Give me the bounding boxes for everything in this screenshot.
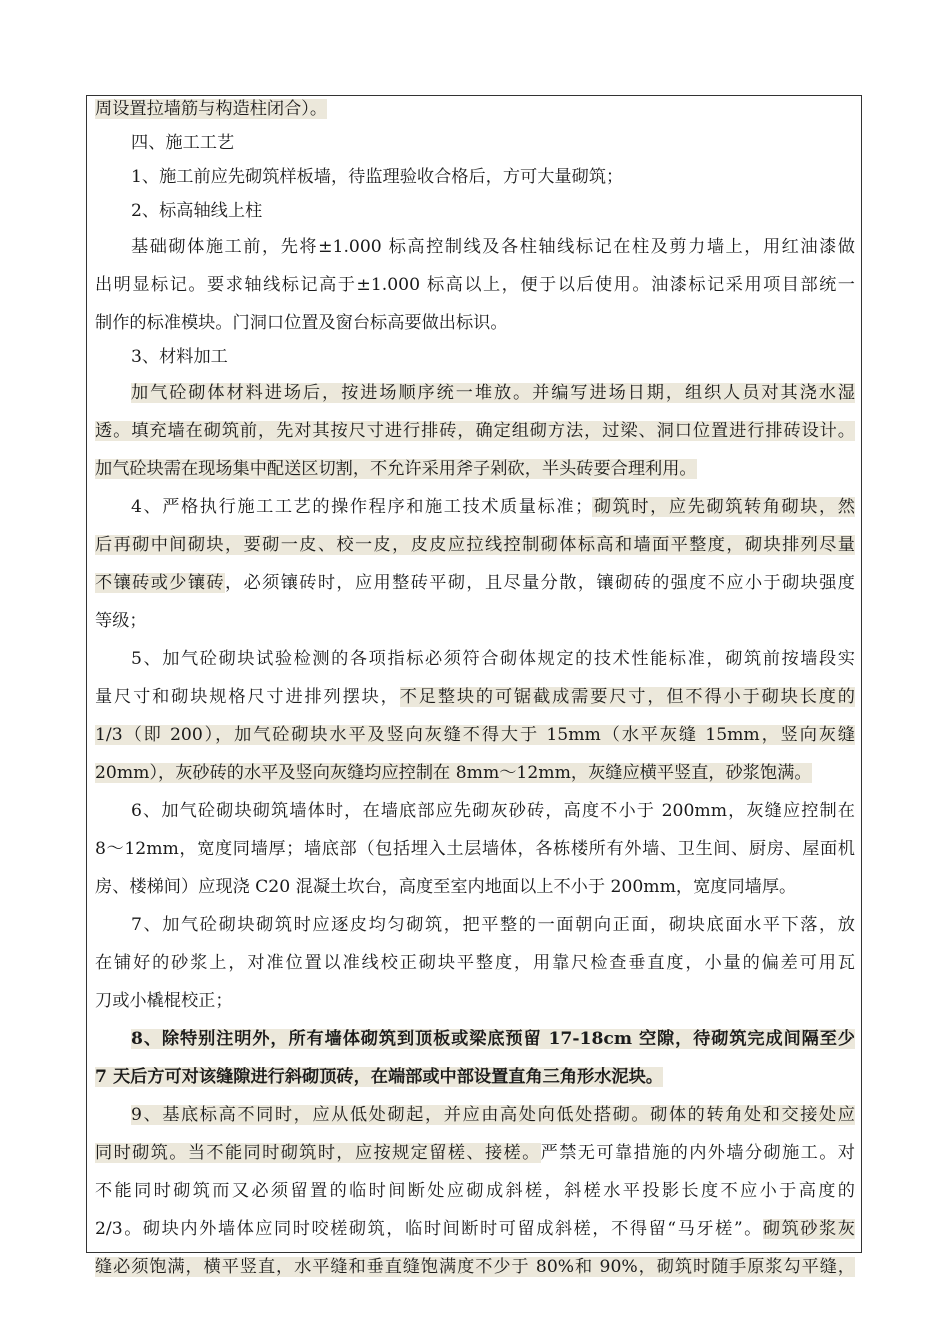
text-segment: 严禁无可靠措施的内外墙分砌施工。对: [540, 1143, 855, 1163]
highlighted-text: 透。填充墙在砌筑前，先对其按尺寸进行排砖，确定组砌方法，过梁、洞口位置进行排砖设计。: [95, 421, 855, 441]
text-line: [95, 1211, 855, 1247]
text-line: [95, 451, 855, 487]
highlighted-text: 缝必须饱满，横平竖直，水平缝和垂直缝饱满度不少于 80%和 90%，砌筑时随手原浆勾平缝，: [95, 1257, 855, 1277]
text-line: [131, 489, 855, 525]
highlighted-text: 不镶砖或少镶砖: [95, 573, 225, 593]
text-segment: 5、加气砼砌块试验检测的各项指标必须符合砌体规定的技术性能标准，砌筑前按墙段实: [131, 649, 855, 669]
text-line: [131, 793, 855, 829]
text-line: [95, 413, 855, 449]
highlighted-text: 不足整块的可锯截成需要尺寸，但不得小于砌块长度的: [399, 687, 855, 707]
text-line: [131, 1097, 855, 1133]
text-line: [95, 717, 855, 753]
text-segment: 制作的标准模块。门洞口位置及窗台标高要做出标识。: [95, 313, 508, 333]
text-line: [131, 125, 855, 161]
text-segment: ，必须镶砖时，应用整砖平砌，且尽量分散，镶砌砖的强度不应小于砌块强度: [225, 573, 855, 593]
highlighted-text: 同时砌筑。当不能同时砌筑时，应按规定留槎、接槎。: [95, 1143, 541, 1163]
highlighted-text: 1/3（即 200），加气砼砌块水平及竖向灰缝不得大于 15mm（水平灰缝 15mm，竖向灰缝: [95, 725, 855, 745]
text-line: [95, 1135, 855, 1171]
text-line: [95, 603, 855, 639]
highlighted-text: 后再砌中间砌块，要砌一皮、校一皮，皮皮应拉线控制砌体标高和墙面平整度，砌块排列尽量: [95, 535, 855, 555]
text-line: [131, 193, 855, 229]
text-line: [95, 305, 855, 341]
text-segment: 出明显标记。要求轴线标记高于±1.000 标高以上，便于以后使用。油漆标记采用项目部统一: [95, 275, 855, 295]
text-segment: 8～12mm，宽度同墙厚；墙底部（包括埋入土层墙体，各栋楼所有外墙、卫生间、厨房、屋面机: [95, 839, 855, 859]
text-segment: 在铺好的砂浆上，对准位置以准线校正砌块平整度，用靠尺检查垂直度，小量的偏差可用瓦: [95, 953, 855, 973]
highlighted-text: 7 天后方可对该缝隙进行斜砌顶砖，在端部或中部设置直角三角形水泥块。: [95, 1067, 663, 1087]
text-line: [95, 527, 855, 563]
text-segment: 房、楼梯间）应现浇 C20 混凝土坎台，高度至室内地面以上不小于 200mm，宽度同墙厚。: [95, 877, 797, 897]
text-segment: 7、加气砼砌块砌筑时应逐皮均匀砌筑，把平整的一面朝向正面，砌块底面水平下落，放: [131, 915, 855, 935]
highlighted-text: 20mm），灰砂砖的水平及竖向灰缝均应控制在 8mm～12mm，灰缝应横平竖直，砂浆饱满。: [95, 763, 812, 783]
text-segment: 2/3。砌块内外墙体应同时咬槎砌筑，临时间断时可留成斜槎，不得留“马牙槎”。: [95, 1219, 763, 1239]
text-line: [95, 565, 855, 601]
text-segment: 1、施工前应先砌筑样板墙，待监理验收合格后，方可大量砌筑；: [131, 167, 624, 187]
text-segment: 2、标高轴线上柱: [131, 201, 263, 221]
highlighted-text: 加气砼块需在现场集中配送区切割，不允许采用斧子剁砍，半头砖要合理利用。: [95, 459, 697, 479]
text-segment: 4、严格执行施工工艺的操作程序和施工技术质量标准；: [131, 497, 593, 517]
text-segment: 基础砌体施工前，先将±1.000 标高控制线及各柱轴线标记在柱及剪力墙上，用红油漆做: [131, 237, 855, 257]
text-line: [95, 831, 855, 867]
text-line: [131, 375, 855, 411]
text-line: [131, 907, 855, 943]
text-segment: 量尺寸和砌块规格尺寸进排列摆块，: [95, 687, 400, 707]
text-line: [95, 267, 855, 303]
highlighted-text: 加气砼砌体材料进场后，按进场顺序统一堆放。并编写进场日期，组织人员对其浇水湿: [131, 383, 855, 403]
text-line: [95, 945, 855, 981]
text-line: [95, 679, 855, 715]
text-line: [131, 159, 855, 195]
text-segment: 四、施工工艺: [131, 133, 235, 153]
text-segment: 等级；: [95, 611, 147, 631]
text-segment: 不能同时砌筑而又必须留置的临时间断处应砌成斜槎，斜槎水平投影长度不应小于高度的: [95, 1181, 855, 1201]
text-line: [95, 983, 855, 1019]
text-line: [95, 91, 855, 127]
text-segment: 3、材料加工: [131, 347, 228, 367]
text-segment: 刀或小橇棍校正；: [95, 991, 233, 1011]
text-line: [95, 755, 855, 791]
text-line: [95, 1249, 855, 1285]
highlighted-text: 周设置拉墙筋与构造柱闭合）。: [95, 99, 328, 119]
text-line: [131, 339, 855, 375]
highlighted-text: 砌筑时，应先砌筑转角砌块，然: [592, 497, 855, 517]
text-segment: 6、加气砼砌块砌筑墙体时，在墙底部应先砌灰砂砖，高度不小于 200mm，灰缝应控制在: [131, 801, 855, 821]
text-line: [95, 869, 855, 905]
highlighted-text: 8、除特别注明外，所有墙体砌筑到顶板或梁底预留 17-18cm 空隙，待砌筑完成间隔至少: [131, 1029, 855, 1049]
text-line: [95, 1173, 855, 1209]
text-line: [131, 1021, 855, 1057]
text-line: [131, 229, 855, 265]
highlighted-text: 9、基底标高不同时，应从低处砌起，并应由高处向低处搭砌。砌体的转角处和交接处应: [131, 1105, 855, 1125]
text-line: [95, 1059, 855, 1095]
highlighted-text: 砌筑砂浆灰: [762, 1219, 855, 1239]
text-line: [131, 641, 855, 677]
